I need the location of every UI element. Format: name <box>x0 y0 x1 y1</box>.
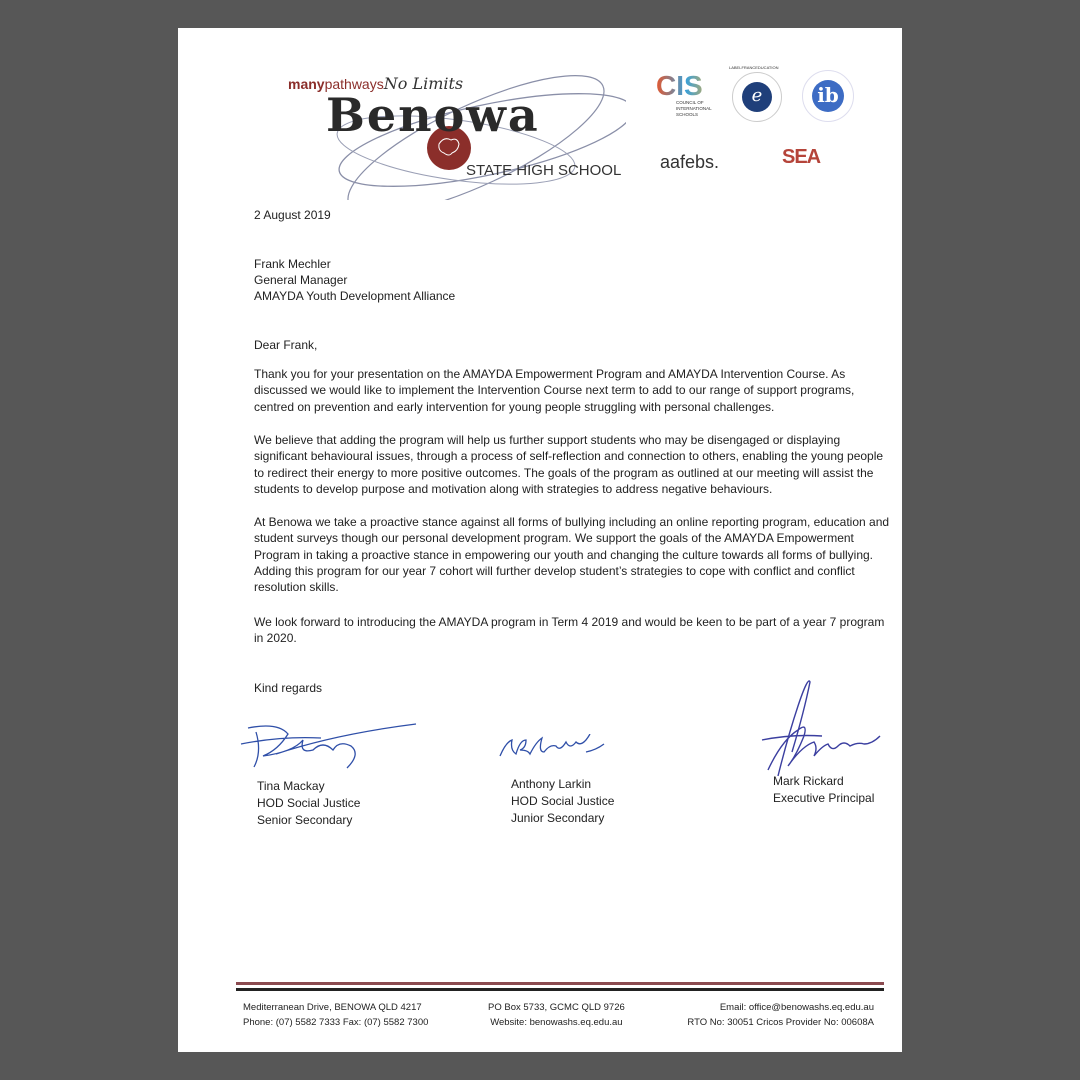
paragraph-1: Thank you for your presentation on the AMAYDA Empowerment Program and AMAYDA Intervention Course. As discussed we would like to implement the Intervention Course next term to add to our range of support programs, centred on prevention and early intervention for young people struggling with personal challenges. <box>254 367 855 414</box>
signatory-subtitle: Junior Secondary <box>511 811 605 825</box>
signatory-1 <box>257 778 360 829</box>
footer-right <box>687 1000 874 1030</box>
signatory-title: Executive Principal <box>773 791 875 805</box>
recipient-name: Frank Mechler <box>254 257 331 271</box>
recipient-block <box>254 256 455 304</box>
signature-mark-rickard <box>738 680 883 780</box>
paragraph-2: We believe that adding the program will help us further support students who may be disengaged or displaying significant behavioural issues, through a process of self-reflection and connection to others, enabling the young people to redirect their energy to more positive outcomes. The goals of the program as outlined at our meeting will assist the students to develop purpose and motivation along with strategies to address negative behaviours. <box>254 433 884 496</box>
school-logo <box>286 70 626 200</box>
cis-logo: CIS COUNCIL OF INTERNATIONAL SCHOOLS <box>656 72 716 118</box>
footer-po-box: PO Box 5733, GCMC QLD 9726 <box>488 1002 625 1013</box>
signatory-title: HOD Social Justice <box>257 796 361 810</box>
paragraph-4: We look forward to introducing the AMAYDA program in Term 4 2019 and would be keen to be part of a year 7 program in 2020. <box>254 615 885 646</box>
aafebs-logo: aafebs. <box>660 152 720 172</box>
footer-left <box>243 1000 428 1030</box>
signatory-3 <box>773 773 874 807</box>
footer-rto: RTO No: 30051 Cricos Provider No: 00608A <box>687 1017 874 1028</box>
signature-tina-mackay <box>236 714 421 774</box>
footer-center <box>488 1000 625 1030</box>
school-subtitle: STATE HIGH SCHOOL <box>466 162 622 179</box>
paragraph-3: At Benowa we take a proactive stance against all forms of bullying including an online reporting program, education and student surveys though our personal development program. We support the goals of the AMAYDA Empowerment Program in taking a proactive stance in empowering our youth and changing the culture towards all forms of bullying. Adding this program for our year 7 cohort will further develop student’s strategies to cope with conflict and conflict resolution skills. <box>254 515 890 595</box>
tagline-pathways: pathways <box>324 76 384 92</box>
footer-phone: Phone: (07) 5582 7333 Fax: (07) 5582 7300 <box>243 1017 429 1028</box>
signatory-name: Tina Mackay <box>257 779 325 793</box>
recipient-org: AMAYDA Youth Development Alliance <box>254 289 456 303</box>
sea-logo: SEA <box>782 146 821 168</box>
footer-address: Mediterranean Drive, BENOWA QLD 4217 <box>243 1002 422 1013</box>
letter-date: 2 August 2019 <box>254 208 331 222</box>
salutation: Dear Frank, <box>254 338 318 352</box>
footer-rule-dark <box>236 988 884 991</box>
closing: Kind regards <box>254 681 323 695</box>
signatory-2 <box>511 776 614 827</box>
signatory-subtitle: Senior Secondary <box>257 813 353 827</box>
letter-page <box>178 28 902 1052</box>
tagline-nolimits: No Limits <box>383 74 464 93</box>
footer-rule-red <box>236 982 884 985</box>
signature-anthony-larkin <box>496 734 611 764</box>
affiliation-logos <box>654 65 864 190</box>
recipient-title: General Manager <box>254 273 348 287</box>
tagline-many: many <box>288 76 325 92</box>
ib-logo: ib <box>802 70 854 122</box>
school-name: Benowa <box>326 88 540 142</box>
signatory-title: HOD Social Justice <box>511 794 615 808</box>
signatory-name: Anthony Larkin <box>511 777 592 791</box>
footer-website: Website: benowashs.eq.edu.au <box>490 1017 623 1028</box>
footer-email: Email: office@benowashs.eq.edu.au <box>719 1002 874 1013</box>
labelfrance-logo: e LABELFRANCEDUCATION <box>732 72 782 122</box>
signatory-name: Mark Rickard <box>773 774 844 788</box>
